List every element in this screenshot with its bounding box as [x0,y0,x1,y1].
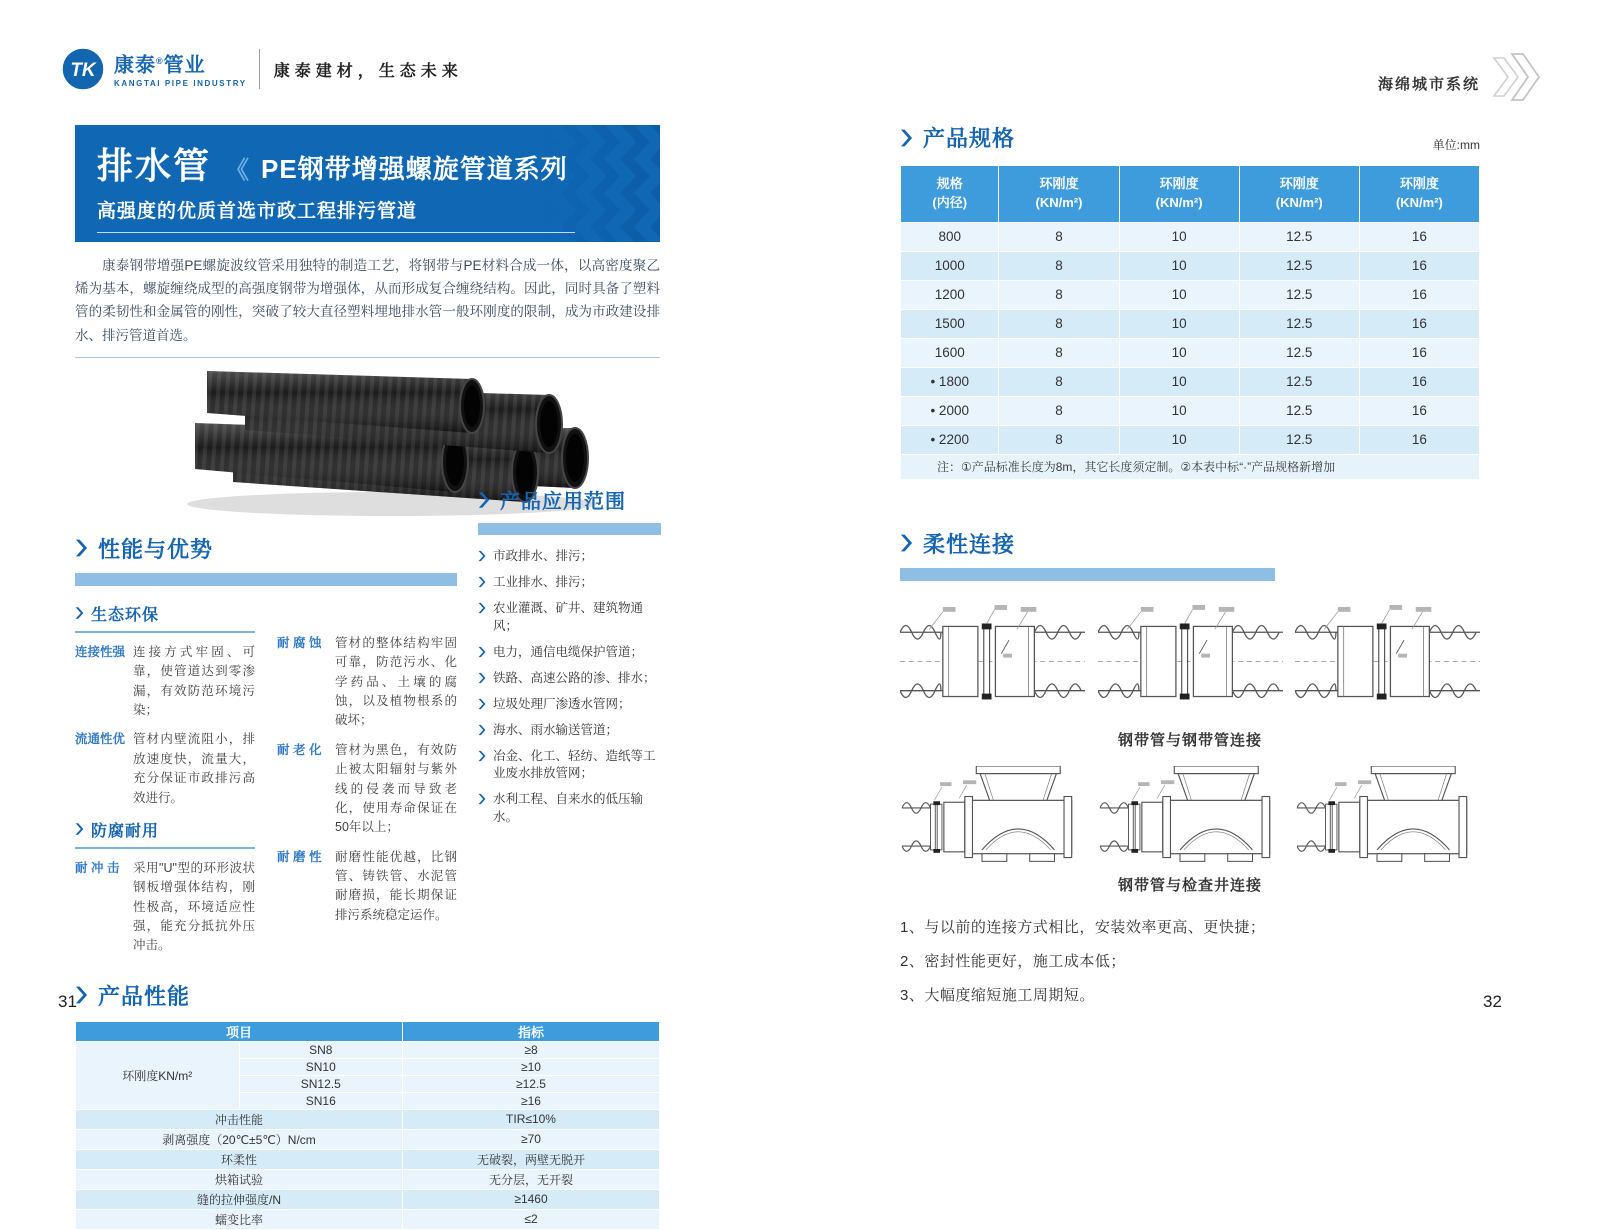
point-item: 2、密封性能更好，施工成本低； [900,952,1126,970]
table-cell: 8 [999,367,1119,396]
list-item: 铁路、高速公路的渗、排水； [478,670,661,688]
banner-standard: 生产标准：CJ/T225-2011 [97,243,245,258]
pipe-joint-diagram [900,597,1085,724]
banner-title: PE钢带增强螺旋管道系列 [261,154,568,184]
table-cell: 16 [1359,222,1479,251]
applications-title: 产品应用范围 [500,491,626,513]
list-item: 垃圾处理厂渗透水管网； [478,696,661,714]
table-row [901,280,1480,309]
table-cell: 8 [999,309,1119,338]
performance-title: 产品性能 [98,983,191,1009]
chevron-right-icon [75,985,88,1005]
table-row [76,1189,660,1209]
table-row [901,222,1480,251]
chevron-right-icon [478,698,486,710]
chevron-right-icon [75,538,88,558]
table-cell: 12.5 [1239,425,1359,454]
table-cell: 8 [999,425,1119,454]
pipe-joint-diagram [1295,597,1480,724]
banner-category: 排水管 [97,145,212,186]
table-cell: 8 [999,396,1119,425]
table-cell: 8 [999,222,1119,251]
list-item: 农业灌溉、矿井、建筑物通风； [478,600,661,635]
table-cell: 无破裂，两壁无脱开 [403,1149,660,1169]
kangtai-logo-icon [60,46,106,92]
chevron-right-icon [75,606,84,620]
chevron-right-icon [478,491,490,509]
table-note-row [901,454,1480,479]
pipe-joint-diagram [1098,597,1283,724]
right-page [900,122,1480,1019]
list-item: 工业排水、排污； [478,574,661,592]
table-cell: ≥8 [403,1041,660,1058]
section-bar [900,568,1275,581]
feature-item [75,730,255,808]
performance-table [75,1021,660,1230]
diagram-caption: 钢带管与钢带管连接 [1117,731,1262,749]
feature-item [277,741,457,838]
chevron-right-icon [478,602,486,614]
chevron-right-icon [900,533,913,553]
table-cell: 10 [1119,251,1239,280]
list-item: 冶金、化工、轻纺、造纸等工业废水排放管网； [478,748,661,783]
spec-section [900,122,1480,480]
feature-text: 连接方式牢固、可靠，使管道达到零渗漏，有效防范环境污染； [133,644,255,717]
features-col-1 [75,598,255,966]
banner-subtitle: 高强度的优质首选市政工程排污管道 [97,201,418,222]
table-cell: ≥12.5 [403,1075,660,1092]
point-item: 3、大幅度缩短施工周期短。 [900,986,1095,1004]
table-cell: 环柔性 [76,1149,403,1169]
table-cell: 10 [1119,338,1239,367]
table-cell: 蠕变比率 [76,1209,403,1229]
header-right [1378,48,1542,106]
series-label: 海绵城市系统 [1377,75,1480,93]
chevron-right-icon [75,822,84,836]
table-cell: TIR≤10% [403,1109,660,1129]
table-cell: 16 [1359,251,1479,280]
intro-paragraph: 康泰钢带增强PE螺旋波纹管采用独特的制造工艺，将钢带与PE材料合成一体，以高密度聚乙烯为基本，螺旋缠绕成型的高强度钢带为增强体，从而形成复合缠绕结构。因此，同时具备了塑料管的柔韧性和金属管的刚性，突破了较大直径塑料埋地排水管一般环刚度的限制，成为市政建设排水、排污管道首选。 [75,254,660,358]
table-row [76,1129,660,1149]
table-cell: 10 [1119,367,1239,396]
brand-name-left: 康泰 [114,54,156,77]
list-item: 电力，通信电缆保护管道； [478,644,661,662]
column-header: 指标 [403,1021,660,1041]
table-cell: ≥1460 [403,1189,660,1209]
diagram-caption: 钢带管与检查井连接 [1117,876,1262,894]
column-header: 环刚度 (KN/m²) [1119,166,1239,223]
feature-text: 管材内壁流阻小，排放速度快，流量大，充分保证市政排污高效进行。 [133,732,255,805]
feature-label: 耐 老 化 [277,742,322,757]
chevron-right-icon [478,672,486,684]
table-cell: SN12.5 [239,1075,403,1092]
table-row [901,425,1480,454]
registered-mark: ® [156,56,164,67]
table-cell: 10 [1119,396,1239,425]
table-cell: SN8 [239,1041,403,1058]
feature-label: 流通性优 [75,732,126,747]
subsection-eco: 生态环保 [75,602,255,633]
chevron-right-icon [478,550,486,562]
spec-note: 注：①产品标准长度为8m，其它长度须定制。②本表中标“·”产品规格新增加 [901,454,1480,479]
table-cell: • 2000 [901,396,999,425]
list-item: 水利工程、自来水的低压输水。 [478,791,661,826]
list-item: 海水、雨水输送管道； [478,722,661,740]
list-item: 市政排水、排污； [478,548,661,566]
table-cell: 12.5 [1239,309,1359,338]
subsection-durable: 防腐耐用 [75,818,255,849]
table-cell: 10 [1119,309,1239,338]
table-cell: 1000 [901,251,999,280]
manhole-connection-diagrams [900,766,1480,869]
spec-table [900,165,1480,480]
spec-title: 产品规格 [923,126,1016,151]
feature-label: 耐 磨 性 [277,849,322,864]
left-page [75,125,660,1230]
chevron-right-icon [478,793,486,805]
table-cell: 12.5 [1239,396,1359,425]
banner-separator: 《 [225,157,250,184]
table-cell: 1200 [901,280,999,309]
advantage-points [900,917,1480,1006]
table-cell: 16 [1359,309,1479,338]
section-bar [75,573,457,586]
table-cell: 剥离强度（20℃±5℃）N/cm [76,1129,403,1149]
column-header: 环刚度 (KN/m²) [999,166,1119,223]
table-row [76,1169,660,1189]
page-number-right: 32 [1483,992,1502,1011]
applications-list [478,548,661,826]
feature-label: 耐 冲 击 [75,860,120,875]
page-header [60,46,463,92]
applications-section [478,485,661,835]
brand-name-right: 管业 [163,54,206,77]
table-cell: 冲击性能 [76,1109,403,1129]
pipe-joint-diagrams [900,597,1480,724]
table-cell: 16 [1359,367,1479,396]
table-row [76,1041,660,1058]
section-bar [478,523,661,535]
table-row [901,396,1480,425]
table-cell: 8 [999,251,1119,280]
manhole-connection-diagram [1295,766,1480,869]
point-item: 1、与以前的连接方式相比，安装效率更高、更快捷； [900,918,1266,936]
table-cell: • 1800 [901,367,999,396]
feature-text: 采用"U"型的环形波状钢板增强体结构，刚性极高，环境适应性强，能充分抵抗外压冲击。 [133,860,255,953]
table-row [76,1149,660,1169]
feature-item [277,848,457,926]
flexible-connection-section [900,528,1480,1006]
feature-text: 耐磨性能优越，比钢管、铸铁管、水泥管耐磨损，能长期保证排污系统稳定运作。 [335,849,457,922]
table-cell: 10 [1119,280,1239,309]
manhole-connection-diagram [900,766,1085,869]
table-cell: 10 [1119,222,1239,251]
spec-unit: 单位:mm [1432,138,1480,152]
chevron-right-icon [478,576,486,588]
table-cell: 10 [1119,425,1239,454]
manhole-connection-diagram [1098,766,1283,869]
chevron-right-icon [478,750,486,762]
product-banner [75,125,660,258]
table-cell: 12.5 [1239,251,1359,280]
double-chevron-icon [1490,48,1542,106]
header-divider [259,49,260,89]
table-cell: • 2200 [901,425,999,454]
table-cell: ≤2 [403,1209,660,1229]
column-header: 规格 (内径) [901,166,999,223]
table-row [76,1209,660,1229]
svg-text:TK: TK [70,60,96,81]
flexible-title: 柔性连接 [923,531,1016,557]
table-row [76,1109,660,1129]
brand-tagline: 康泰建材，生态未来 [273,62,463,80]
feature-text: 管材为黑色，有效防止被太阳辐射与紫外线的侵袭而导致老化，使用寿命保证在50年以上； [335,742,457,835]
table-cell: SN10 [239,1058,403,1075]
table-cell: 16 [1359,425,1479,454]
table-header-row [76,1021,660,1041]
chevron-right-icon [478,724,486,736]
table-cell: 16 [1359,280,1479,309]
feature-item [75,859,255,956]
column-header: 环刚度 (KN/m²) [1359,166,1479,223]
features-title: 性能与优势 [98,536,214,562]
feature-label: 连接性强 [75,644,126,659]
table-row [901,367,1480,396]
table-cell: 12.5 [1239,338,1359,367]
table-header-row [901,166,1480,223]
table-cell: 16 [1359,396,1479,425]
column-header: 环刚度 (KN/m²) [1239,166,1359,223]
table-cell: 8 [999,280,1119,309]
feature-text: 管材的整体结构牢固可靠，防范污水、化学药品、土壤的腐蚀，以及植物根系的破坏； [335,635,457,728]
table-cell: 无分层，无开裂 [403,1169,660,1189]
feature-item [277,634,457,731]
table-row [901,338,1480,367]
table-row [901,251,1480,280]
brand-subtitle: KANGTAI PIPE INDUSTRY [114,78,247,88]
table-cell: 1500 [901,309,999,338]
table-cell: SN16 [239,1092,403,1109]
table-cell: 1600 [901,338,999,367]
table-cell: ≥10 [403,1058,660,1075]
chevron-right-icon [900,128,913,148]
table-cell: ≥16 [403,1092,660,1109]
feature-label: 耐 腐 蚀 [277,635,322,650]
table-cell: 8 [999,338,1119,367]
chevron-right-icon [478,646,486,658]
table-cell: 16 [1359,338,1479,367]
table-cell: 缝的拉伸强度/N [76,1189,403,1209]
page-number-left: 31 [58,992,77,1011]
table-cell: 12.5 [1239,280,1359,309]
banner-divider-line [97,232,575,233]
table-cell: 12.5 [1239,222,1359,251]
features-section [75,533,457,966]
table-cell: ≥70 [403,1129,660,1149]
feature-item [75,643,255,721]
table-row [901,309,1480,338]
table-cell: 环刚度KN/m² [76,1041,240,1109]
performance-section [75,980,660,1230]
table-cell: 800 [901,222,999,251]
features-col-2 [277,598,457,966]
table-cell: 12.5 [1239,367,1359,396]
table-cell: 烘箱试验 [76,1169,403,1189]
brand-text [114,50,247,88]
column-header: 项目 [76,1021,403,1041]
